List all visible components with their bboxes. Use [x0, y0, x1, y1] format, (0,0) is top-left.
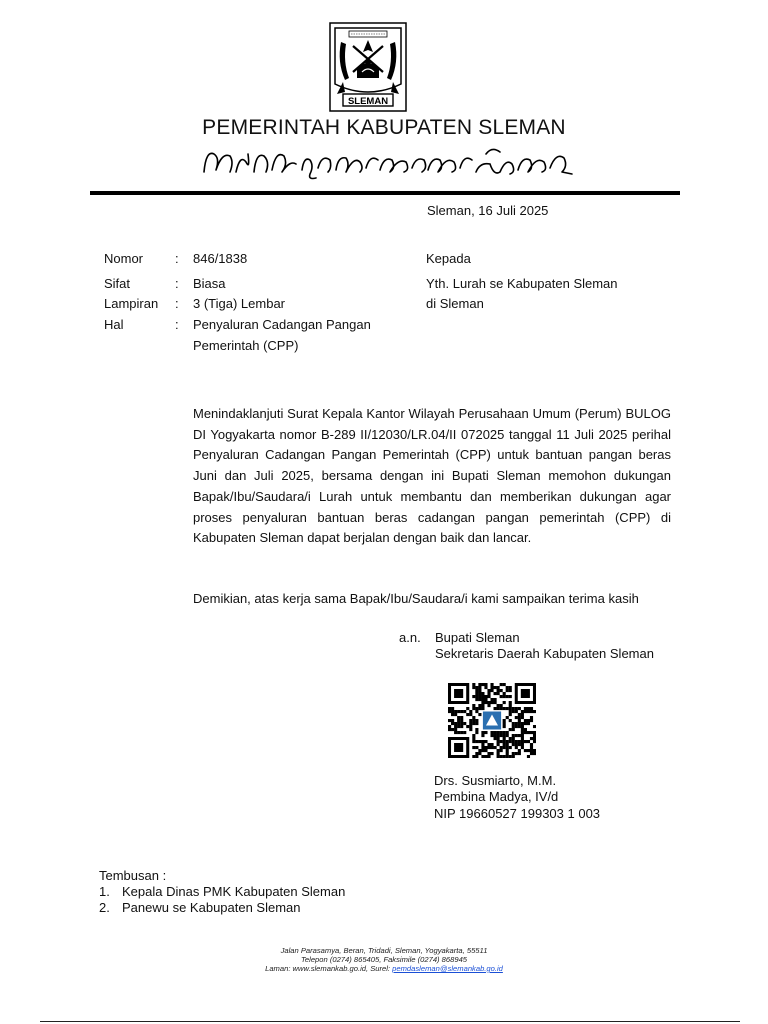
footer-phone: Telepon (0274) 865405, Faksimile (0274) 868945 [300, 955, 468, 964]
field-colon: : [175, 296, 179, 311]
footer-web-text: Laman: www.slemankab.go.id, Surel: [265, 964, 393, 973]
field-value-hal-line2: Pemerintah (CPP) [193, 338, 299, 353]
cc-item: Kepala Dinas PMK Kabupaten Sleman [122, 884, 346, 899]
signature-title-2: Sekretaris Daerah Kabupaten Sleman [435, 646, 654, 661]
signer-rank: Pembina Madya, IV/d [434, 789, 559, 804]
field-label-lampiran: Lampiran [104, 296, 159, 311]
footer-email-link[interactable]: pemdasleman@slemankab.go.id [392, 964, 503, 973]
letter-date: Sleman, 16 Juli 2025 [427, 203, 549, 218]
field-label-hal: Hal [104, 317, 124, 332]
logo-wordmark: SLEMAN [347, 96, 389, 107]
javanese-script-title [200, 142, 580, 182]
field-value-lampiran: 3 (Tiga) Lembar [193, 296, 285, 311]
recipient-place: di Sleman [426, 296, 484, 311]
sleman-regency-logo [329, 22, 407, 112]
signature-title-1: Bupati Sleman [435, 630, 520, 645]
recipient-name: Yth. Lurah se Kabupaten Sleman [426, 276, 618, 291]
field-value-sifat: Biasa [193, 276, 226, 291]
cc-item-number: 2. [99, 900, 110, 915]
signer-nip: NIP 19660527 199303 1 003 [434, 806, 601, 821]
signature-an: a.n. [399, 630, 421, 645]
field-value-hal: Penyaluran Cadangan Pangan [193, 317, 371, 332]
letter-closing: Demikian, atas kerja sama Bapak/Ibu/Saudara/i kami sampaikan terima kasih [193, 591, 639, 606]
field-colon: : [175, 276, 179, 291]
qr-code-signature [448, 683, 536, 758]
cc-item-number: 1. [99, 884, 110, 899]
cc-title: Tembusan : [99, 868, 167, 883]
cc-item: Panewu se Kabupaten Sleman [122, 900, 301, 915]
footer-address: Jalan Parasamya, Beran, Tridadi, Sleman, Yogyakarta, 55511 [280, 946, 488, 955]
field-label-nomor: Nomor [104, 251, 144, 266]
footer-web [0, 964, 768, 973]
field-value-nomor: 846/1838 [193, 251, 248, 266]
letter-body: Menindaklanjuti Surat Kepala Kantor Wilayah Perusahaan Umum (Perum) BULOG DI Yogyakarta nomor B-289 II/12030/LR.04/II 072025 tanggal 11 Juli 2025 perihal Penyaluran Cadangan Pangan Pemerintah (CPP) untuk bantuan pangan beras Juni dan Juli 2025, bersama dengan ini Bupati Sleman memohon dukungan Bapak/Ibu/Saudara/i Lurah untuk membantu dan memberikan dukungan agar proses penyaluran bantuan beras cadangan pangan pemerintah (CPP) di Kabupaten Sleman dapat berjalan dengan baik dan lancar. [193, 406, 671, 546]
signer-name: Drs. Susmiarto, M.M. [434, 773, 557, 788]
field-colon: : [175, 317, 179, 332]
government-title: PEMERINTAH KABUPATEN SLEMAN [202, 116, 566, 139]
recipient-heading: Kepada [426, 251, 471, 266]
bottom-rule [40, 1021, 740, 1022]
letterhead-rule [90, 191, 680, 195]
field-label-sifat: Sifat [104, 276, 131, 291]
field-colon: : [175, 251, 179, 266]
